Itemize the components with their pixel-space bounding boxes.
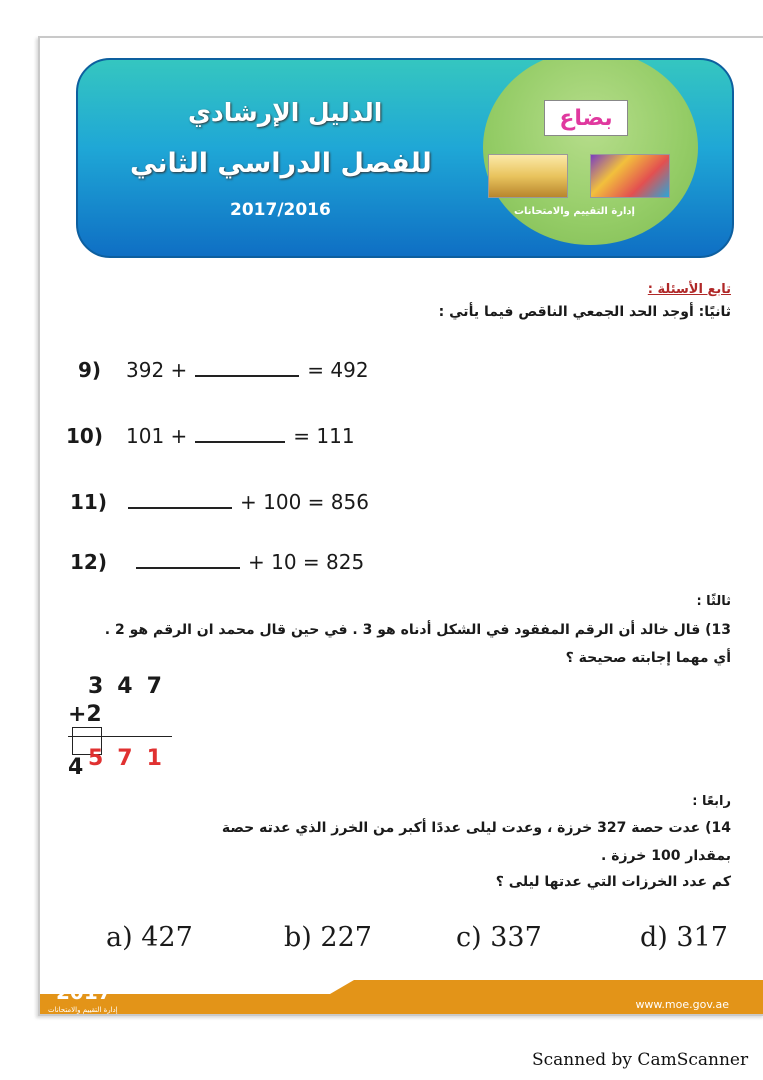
banner-subtitle: إدارة التقييم والامتحانات	[514, 206, 635, 217]
logo: بضاع	[544, 100, 628, 136]
option-c[interactable]: c) 337	[456, 922, 542, 953]
addend-bottom: +24	[68, 702, 102, 780]
worksheet-page	[38, 36, 763, 1016]
section2-heading: ثانيًا: أوجد الحد الجمعي الناقص فيما يأتي :	[438, 304, 731, 320]
footer-year: 2017	[56, 980, 112, 1004]
equation-11: 11) + 100 = 856	[70, 490, 369, 514]
section3-heading: ثالثًا :	[696, 594, 731, 609]
answer-blank[interactable]	[195, 440, 285, 443]
banner-year-range: 2017/2016	[230, 200, 331, 220]
option-a[interactable]: a) 427	[106, 922, 193, 953]
sum-result: 571	[88, 746, 176, 771]
continued-label: تابع الأسئلة :	[647, 282, 731, 297]
question-14-line1: 14) عدت حصة 327 خرزة ، وعدت ليلى عددًا أكبر من الخرز الذي عدته حصة	[221, 820, 731, 836]
answer-blank[interactable]	[136, 566, 240, 569]
lab-flasks-image	[488, 154, 568, 198]
equation-10: 10) 101 + = 111	[66, 424, 355, 448]
scanner-watermark: Scanned by CamScanner	[532, 1050, 749, 1070]
equation-12: 12) + 10 = 825	[70, 550, 365, 574]
question-14-line3: كم عدد الخرزات التي عدتها ليلى ؟	[495, 874, 731, 890]
answer-blank[interactable]	[195, 374, 299, 377]
question-13-text: 13) قال خالد أن الرقم المفقود في الشكل أدناه هو 3 . في حين قال محمد ان الرقم هو 2 .	[104, 622, 731, 638]
footer-url: www.moe.gov.ae	[635, 998, 729, 1011]
toys-image	[590, 154, 670, 198]
option-d[interactable]: d) 317	[640, 922, 728, 953]
header-banner	[76, 58, 734, 258]
option-b[interactable]: b) 227	[284, 922, 372, 953]
section4-heading: رابعًا :	[692, 794, 731, 809]
addend-top: 347	[88, 674, 176, 699]
question-14-line2: بمقدار 100 خرزة .	[601, 848, 731, 864]
sum-line	[68, 736, 172, 737]
equation-9: 9) 392 + = 492	[78, 358, 369, 382]
banner-title-line2: للفصل الدراسي الثاني	[130, 148, 432, 179]
footer-bar	[40, 980, 763, 1016]
footer-dept: إدارة التقييم والامتحانات	[48, 1006, 118, 1014]
question-13-prompt: أي مهما إجابته صحيحة ؟	[565, 650, 731, 666]
answer-blank[interactable]	[128, 506, 232, 509]
banner-title-line1: الدليل الإرشادي	[188, 98, 383, 127]
